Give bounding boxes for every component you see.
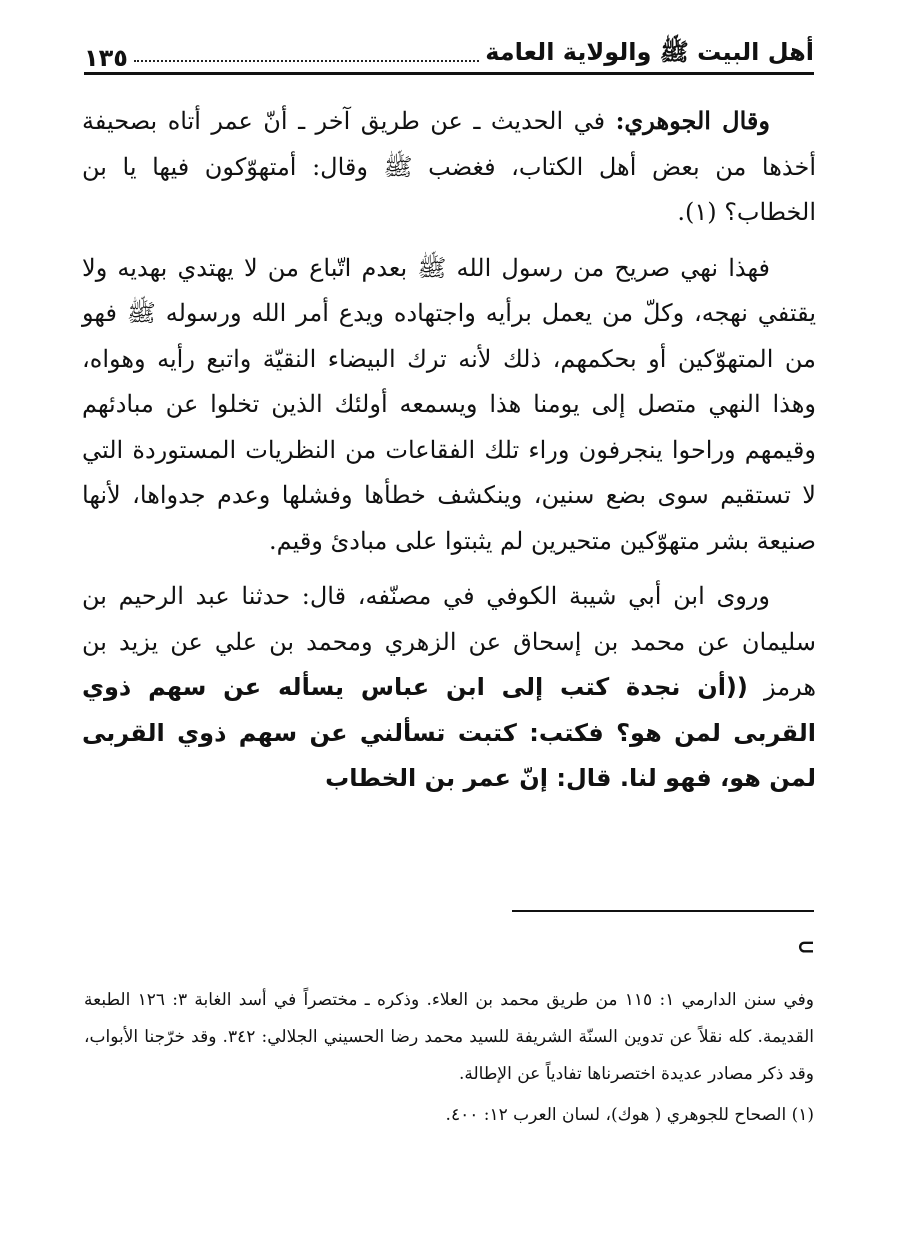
paragraph-3-quote: ((أن نجدة كتب إلى ابن عباس يسأله عن سهم ذوي القربى لمن هو؟ فكتب: كتبت تسألني عن سهم ذوي القربى لمن هو، فهو لنا. قال: إنّ عمر بن الخطاب [82,673,816,792]
paragraph-2-text: فهذا نهي صريح من رسول الله ﷺ بعدم اتّباع من لا يهتدي بهديه ولا يقتفي نهجه، وكلّ من يعمل برأيه واجتهاده ويدع أمر الله ورسوله ﷺ فهو من المتهوّكين أو بحكمهم، ذلك لأنه ترك البيضاء النقيّة واتبع رأيه وهواه، وهذا النهي متصل إلى يومنا هذا ويسمعه أولئك الذين تخلوا عن مبادئهم وقيمهم وراحوا ينجرفون وراء تلك الفقاعات من النظريات المستوردة التي لا تستقيم سوى بضع سنين، وينكشف خطأها وفشلها وعدم جدواها، لأنها صنيعة بشر متهوّكين متحيرين لم يثبتوا على مبادئ وقيم. [82,253,817,555]
continuation-mark: ⊃ [796,935,816,960]
paragraph-1-lead: وقال الجوهري: [615,106,770,135]
paragraph-3 [82,574,816,802]
footnotes [84,982,814,1134]
footnote-continued: وفي سنن الدارمي ١: ١١٥ من طريق محمد بن العلاء. وذكره ـ مختصراً في أسد الغابة ٣: ١٢٦ الطبعة القديمة. كله نقلاً عن تدوين السنّة الشريفة للسيد محمد رضا الحسيني الجلالي: ٣٤٢. وقد خرّجنا الأبواب، وقد ذكر مصادر عديدة اختصرناها تفادياً عن الإطالة. [84,990,814,1084]
paragraph-1 [82,98,816,236]
footnote-1 [84,1097,814,1134]
footnote-1-marker: (١) [791,1105,814,1125]
header-rule [84,72,814,75]
paragraph-2 [82,246,816,565]
footnote-separator [512,910,814,912]
main-text [82,98,816,812]
running-header [84,28,814,72]
paragraph-3-text: وروى ابن أبي شيبة الكوفي في مصنّفه، قال: حدثنا عبد الرحيم بن سليمان عن محمد بن إسحاق عن الزهري ومحمد بن علي عن يزيد بن هرمز [82,582,816,701]
header-title: أهل البيت ﷺ والولاية العامة [485,38,814,66]
header-dot-leader [134,60,479,62]
footnote-1-text: الصحاح للجوهري ( هوك)، لسان العرب ١٢: ٤٠٠. [445,1105,792,1125]
paragraph-1-text: في الحديث ـ عن طريق آخر ـ أنّ عمر أتاه بصحيفة أخذها من بعض أهل الكتاب، فغضب ﷺ وقال: أمتهوّكون فيها يا بن الخطاب؟ (١). [82,107,816,226]
page-number: ١٣٥ [84,44,128,72]
